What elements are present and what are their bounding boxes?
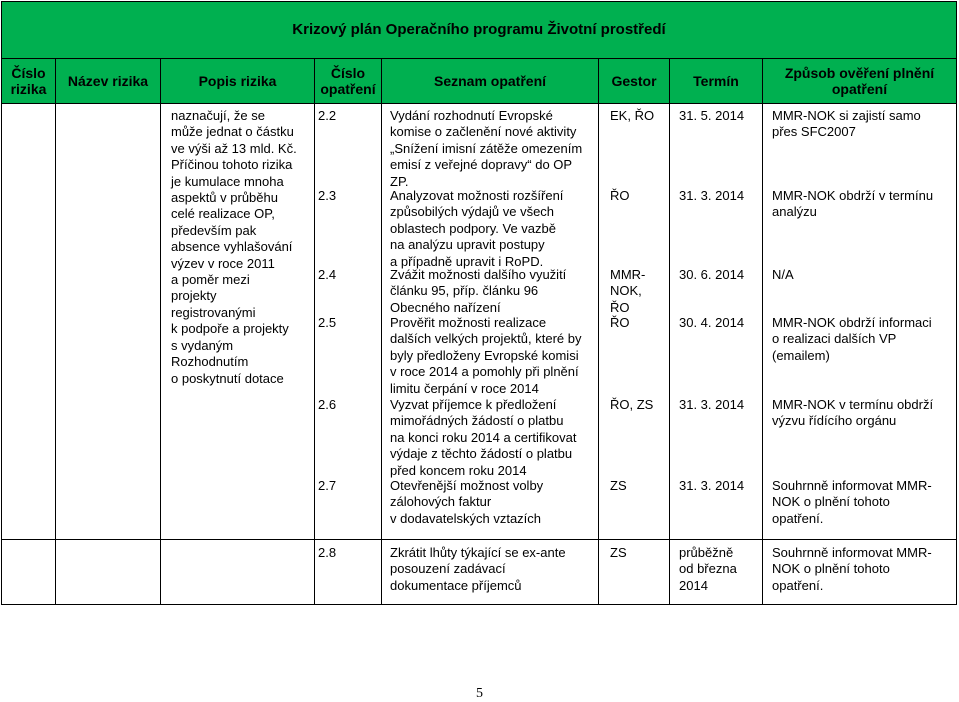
header-zpusob-overeni: Způsob ověření plnění opatření bbox=[762, 58, 957, 104]
measure-text: Zkrátit lhůty týkající se ex-ante posouzení zadávací dokumentace příjemců bbox=[390, 545, 566, 593]
measure-zpusob: MMR-NOK si zajistí samo přes SFC2007 bbox=[772, 108, 921, 140]
measure-gestor: ŘO, ZS bbox=[610, 397, 654, 412]
page-title: Krizový plán Operačního programu Životní prostředí bbox=[292, 21, 666, 38]
measure-termin: 31. 3. 2014 bbox=[679, 397, 745, 412]
header-nazev-rizika: Název rizika bbox=[55, 58, 161, 104]
measure-gestor: ZS bbox=[610, 478, 627, 493]
measure-gestor: ZS bbox=[610, 545, 627, 560]
measure-gestor: MMR- NOK, ŘO bbox=[610, 267, 646, 315]
measure-zpusob: Souhrnně informovat MMR- NOK o plnění tohoto opatření. bbox=[772, 545, 932, 593]
measure-zpusob: Souhrnně informovat MMR- NOK o plnění tohoto opatření. bbox=[772, 478, 932, 526]
measure-zpusob: MMR-NOK obdrží v termínu analýzu bbox=[772, 188, 934, 220]
measure-termin: 30. 4. 2014 bbox=[679, 315, 745, 330]
measure-number: 2.8 bbox=[318, 545, 337, 560]
measure-gestor: ŘO bbox=[610, 315, 630, 330]
measure-termin: 30. 6. 2014 bbox=[679, 267, 745, 282]
measure-text: Prověřit možnosti realizace dalších velkých projektů, které by byly předloženy Evropské komisi v roce 2014 a pomohly při plnění limitu čerpání v roce 2014 bbox=[390, 315, 582, 396]
measure-number: 2.4 bbox=[318, 267, 337, 282]
measure-number: 2.7 bbox=[318, 478, 337, 493]
header-seznam-opatreni: Seznam opatření bbox=[381, 58, 599, 104]
page-number: 5 bbox=[476, 686, 483, 701]
measure-text: Analyzovat možnosti rozšíření způsobilých výdajů ve všech oblastech podpory. Ve vazbě na analýzu upravit postupy a případně upravit i RoPD. bbox=[390, 188, 564, 269]
cell-nazev-rizika bbox=[55, 103, 161, 540]
cell-cislo-rizika-2 bbox=[1, 539, 56, 605]
measure-termin: 31. 3. 2014 bbox=[679, 478, 745, 493]
cell-popis-rizika-2 bbox=[160, 539, 315, 605]
measure-termin: 31. 5. 2014 bbox=[679, 108, 745, 123]
measure-number: 2.5 bbox=[318, 315, 337, 330]
measure-text: Vydání rozhodnutí Evropské komise o začlenění nové aktivity „Snížení imisní zátěže omezením emisí z veřejné dopravy“ do OP ZP. bbox=[390, 108, 583, 189]
measure-termin: 31. 3. 2014 bbox=[679, 188, 745, 203]
header-cislo-rizika: Číslo rizika bbox=[1, 58, 56, 104]
measure-number: 2.6 bbox=[318, 397, 337, 412]
measure-zpusob: N/A bbox=[772, 267, 794, 282]
title-banner bbox=[1, 1, 957, 59]
header-gestor: Gestor bbox=[598, 58, 670, 104]
header-cislo-opatreni: Číslo opatření bbox=[314, 58, 382, 104]
header-termin: Termín bbox=[669, 58, 763, 104]
measure-number: 2.2 bbox=[318, 108, 337, 123]
measure-gestor: ŘO bbox=[610, 188, 630, 203]
measure-text: Otevřenější možnost volby zálohových faktur v dodavatelských vztazích bbox=[390, 478, 544, 526]
cell-cislo-rizika bbox=[1, 103, 56, 540]
measure-number: 2.3 bbox=[318, 188, 337, 203]
measure-zpusob: MMR-NOK obdrží informaci o realizaci dalších VP (emailem) bbox=[772, 315, 932, 363]
cell-nazev-rizika-2 bbox=[55, 539, 161, 605]
header-popis-rizika: Popis rizika bbox=[160, 58, 315, 104]
measure-text: Vyzvat příjemce k předložení mimořádných žádostí o platbu na konci roku 2014 a certifikovat výdaje z těchto žádostí o platbu před koncem roku 2014 bbox=[390, 397, 577, 478]
measure-termin: průběžně od března 2014 bbox=[679, 545, 737, 593]
measure-gestor: EK, ŘO bbox=[610, 108, 655, 123]
measure-text: Zvážit možnosti dalšího využití článku 95, příp. článku 96 Obecného nařízení bbox=[390, 267, 567, 315]
risk-description: naznačují, že se může jednat o částku ve výši až 13 mld. Kč. Příčinou tohoto rizika je kumulace mnoha aspektů v průběhu celé realizace OP, především pak absence vyhlašování výzev v roce 2011 a poměr mezi projekty registrovanými k podpoře a projekty s vydaným Rozhodnutím o poskytnutí dotace bbox=[171, 108, 297, 386]
measure-zpusob: MMR-NOK v termínu obdrží výzvu řídícího orgánu bbox=[772, 397, 934, 429]
